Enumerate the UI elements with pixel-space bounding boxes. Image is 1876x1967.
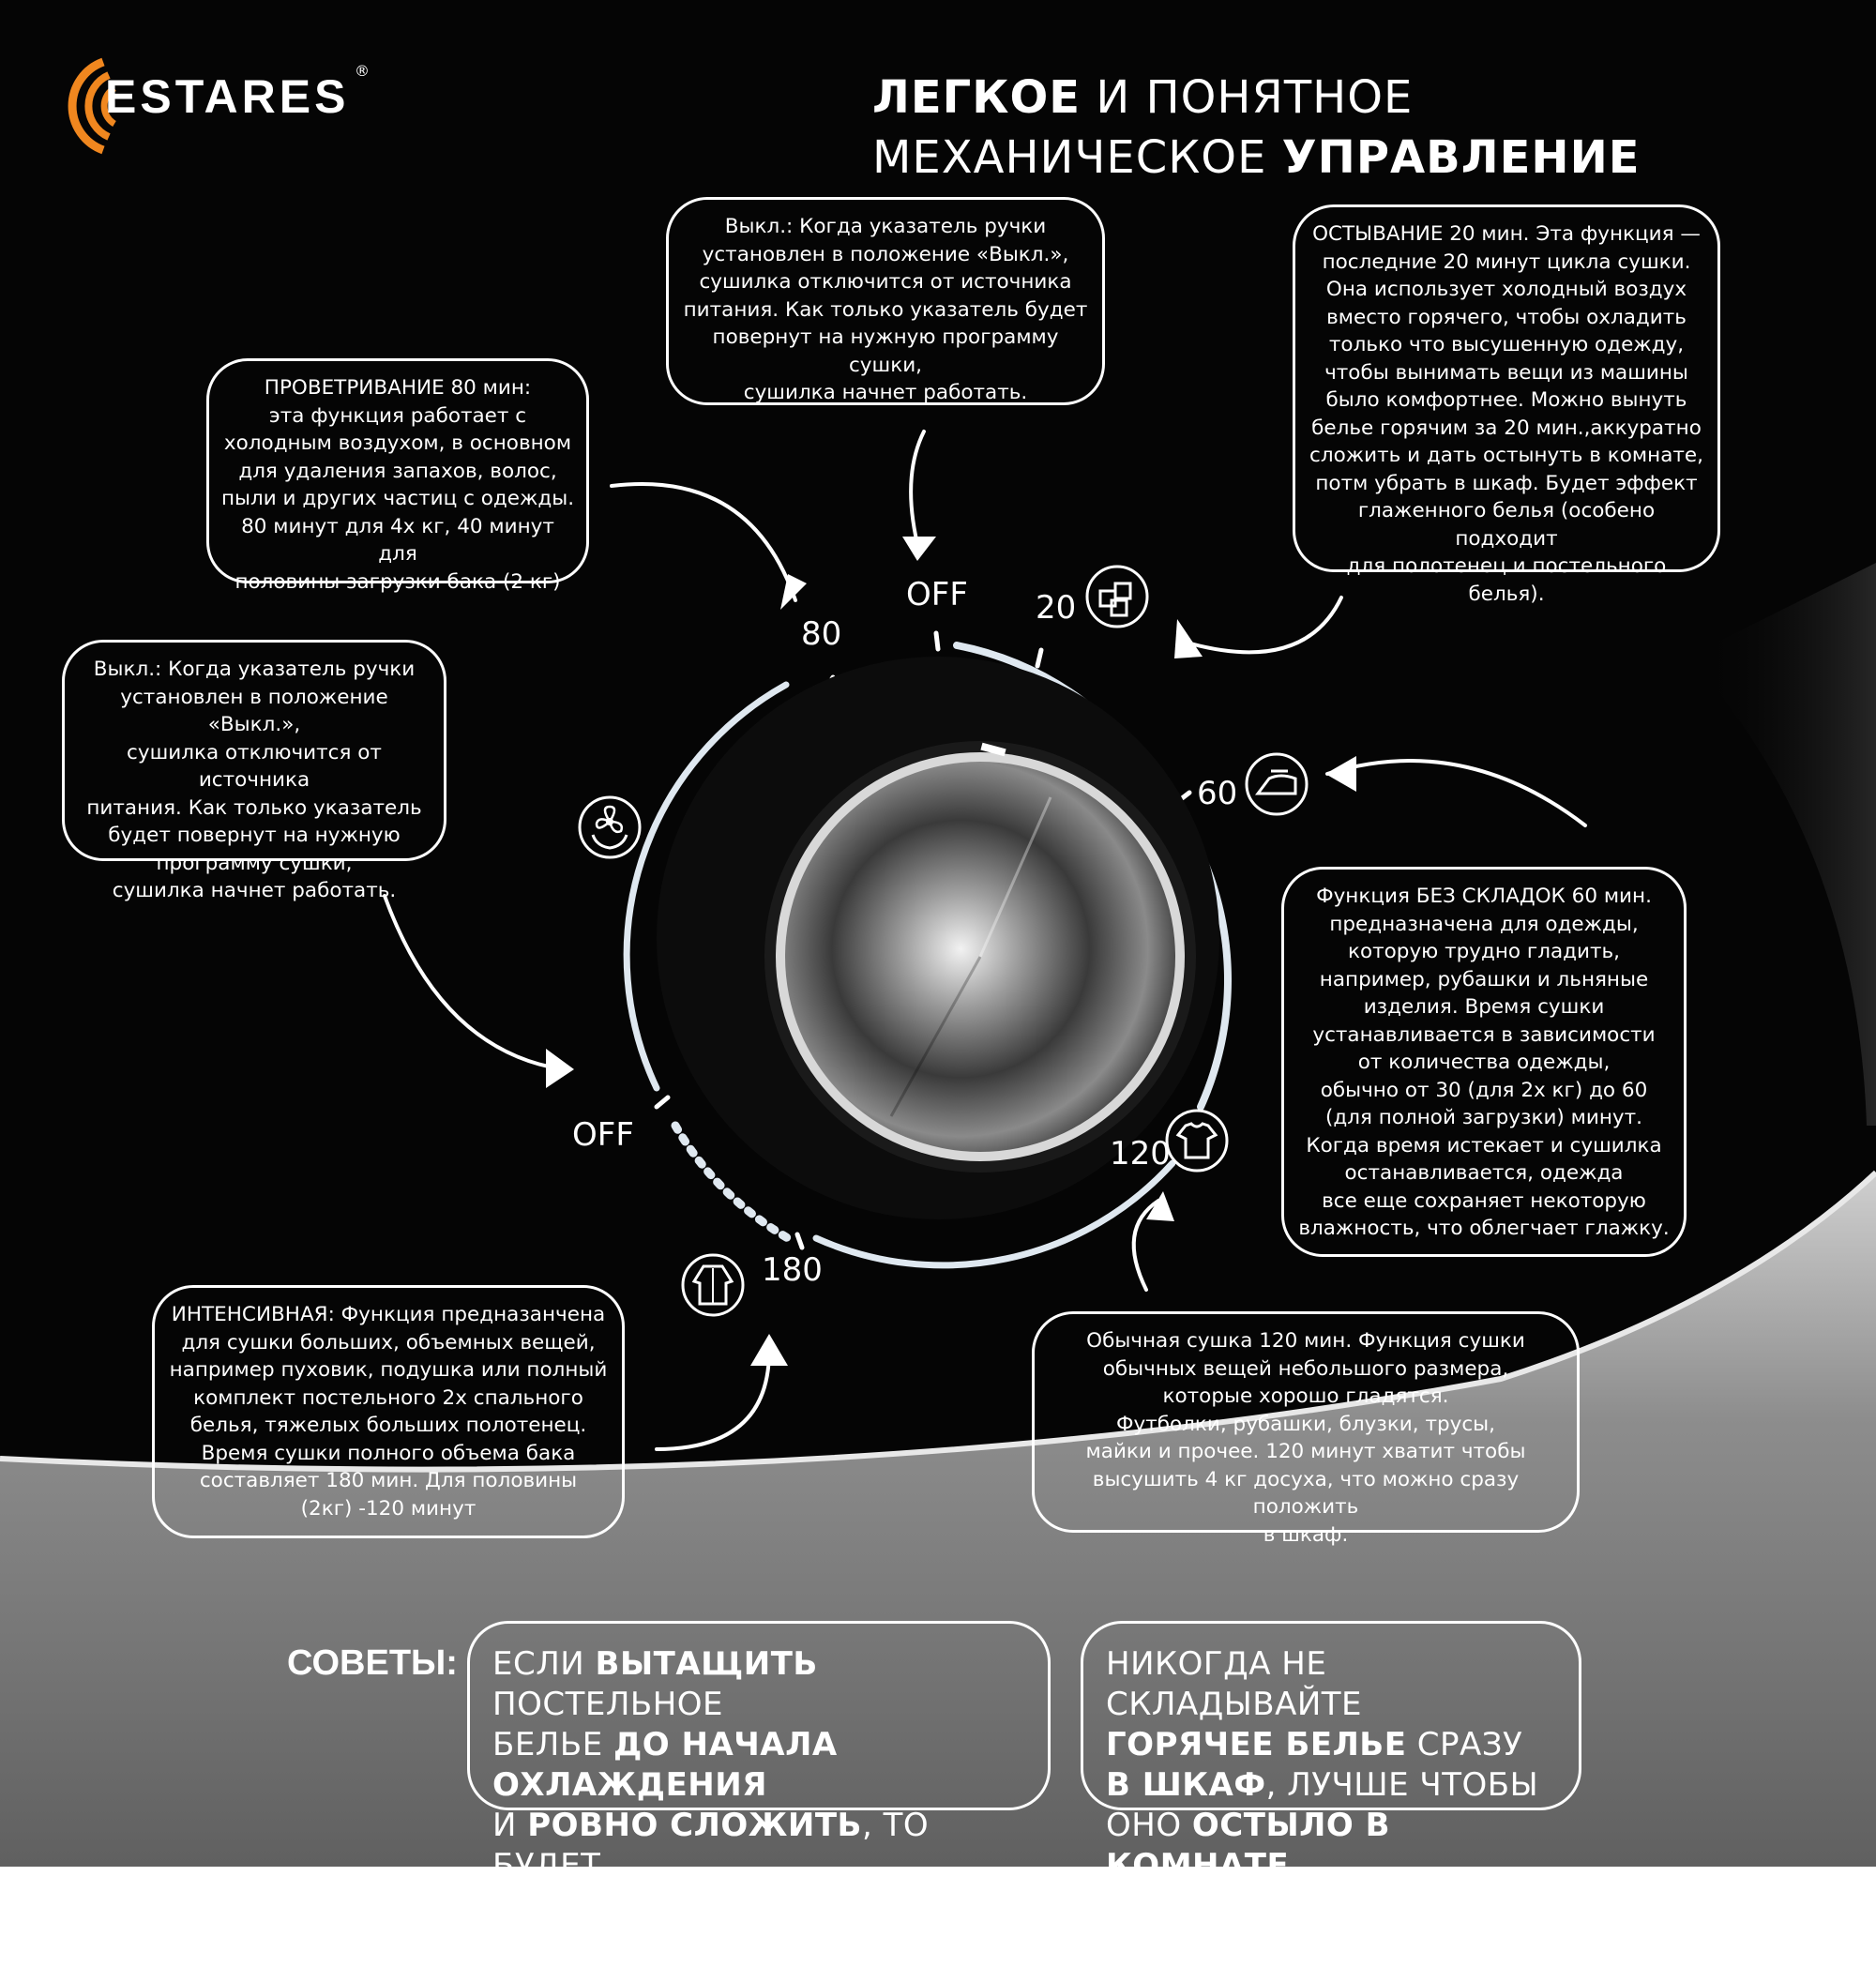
tip1-segment: РОВНО СЛОЖИТЬ — [527, 1807, 862, 1844]
dial-label-80: 80 — [801, 615, 842, 653]
dial-label-60: 60 — [1197, 775, 1238, 812]
coat-icon — [679, 1251, 747, 1319]
tip1-segment: ГЛАЖЕННОГО — [644, 1887, 911, 1925]
dial-label-180: 180 — [762, 1251, 823, 1289]
tip1-segment: И — [492, 1807, 528, 1844]
dial-label-off-top: OFF — [906, 576, 968, 613]
bubble-cooling-20: ОСТЫВАНИЕ 20 мин. Эта функция — последние 20 минут цикла сушки. Она использует холодный воздух вместо горячего, чтобы охладить только что высушенную одежду, чтобы вынимать вещи из машины было комфортнее. Можно вынуть белье горячим за 20 мин.,аккуратно сложить и дать остынуть в комнате, потм убрать в шкаф. Будет эффект глаженного белья (особено подходит для полотенец и постельного белья). — [1293, 204, 1720, 572]
tip2-segment: ГОРЯЧЕЕ БЕЛЬЕ — [1106, 1726, 1407, 1763]
tshirt-icon — [1163, 1107, 1231, 1174]
bubble-no-wrinkle-60: Функция БЕЗ СКЛАДОК 60 мин. предназначена для одежды, которую трудно гладить, например, рубашки и льняные изделия. Время сушки устанавливается в зависимости от количества одежды, обычно от 30 (для 2х кг) до 60 (для полной загрузки) минут. Когда время истекает и сушилка останавливается, одежда все еще сохраняет некоторую влажность, что облегчает глажку. — [1281, 867, 1687, 1257]
tip1-segment: ВЫТАЩИТЬ — [595, 1645, 818, 1683]
tip1-segment: ДО НАЧАЛА ОХЛАЖДЕНИЯ — [492, 1726, 838, 1804]
title-line-1 — [872, 68, 1848, 128]
ice-cubes-icon — [1083, 563, 1151, 630]
tip2-segment: В ШКАФ — [1106, 1766, 1266, 1804]
tip1-segment: , ТО БУДЕТ — [492, 1807, 930, 1884]
bubble-airing-80: ПРОВЕТРИВАНИЕ 80 мин: эта функция работает с холодным воздухом, в основном для удаления запахов, волос, пыли и других частиц с одежды. 80 минут для 4х кг, 40 минут для половины загрузки бака (2 кг) — [206, 358, 589, 583]
tip1-segment: ПОСТЕЛЬНОЕ — [492, 1686, 724, 1723]
title-rest-2: МЕХАНИЧЕСКОЕ — [872, 131, 1282, 184]
dial-label-off-left: OFF — [572, 1116, 634, 1154]
tip1-segment: БЕЛЬЕ — [492, 1726, 613, 1763]
page-title — [872, 68, 1848, 188]
tip1-segment: ЕСЛИ — [492, 1645, 596, 1683]
brand-logo — [47, 54, 385, 158]
dial-label-120: 120 — [1110, 1135, 1171, 1173]
brand-name: ESTARES — [105, 70, 350, 123]
tip-box-1 — [467, 1621, 1051, 1965]
title-bold-2: УПРАВЛЕНИЕ — [1281, 131, 1641, 184]
registered-mark: ® — [355, 62, 370, 80]
bubble-intensive-180: ИНТЕНСИВНАЯ: Функция предназанчена для сушки больших, объемных вещей, например пуховик, подушка или полный комплект постельного 2х спального белья, тяжелых больших полотенец. Время сушки полного объема бака составляет 180 мин. Для половины (2кг) -120 минут — [152, 1285, 625, 1538]
title-line-2 — [872, 128, 1848, 188]
tip2-segment: ОНО — [1106, 1807, 1192, 1844]
tip1-segment: БЕЛЬЯ — [492, 1928, 605, 1965]
iron-icon — [1243, 750, 1310, 818]
tip-box-2 — [1081, 1621, 1581, 1884]
tip2-segment: НИКОГДА НЕ СКЛАДЫВАЙТЕ — [1106, 1645, 1363, 1723]
bubble-off-left: Выкл.: Когда указатель ручки установлен в положение «Выкл.», сушилка отключится от источника питания. Как только указатель будет повернут на нужную программу сушки, сушилка начнет работать. — [62, 640, 446, 861]
dial-label-20: 20 — [1036, 589, 1077, 627]
bubble-off-top: Выкл.: Когда указатель ручки установлен в положение «Выкл.», сушилка отключится от источника питания. Как только указатель будет повернут на нужную программу сушки, сушилка начнет работать. — [666, 197, 1105, 405]
tip2-segment: , ЛУЧШЕ ЧТОБЫ — [1265, 1766, 1539, 1804]
fan-hands-icon — [576, 794, 643, 861]
tip2-segment: ОСТЫЛО В КОМНАТЕ — [1106, 1807, 1391, 1884]
title-bold-1: ЛЕГКОЕ — [872, 71, 1082, 124]
tip2-segment: СРАЗУ — [1406, 1726, 1523, 1763]
bubble-normal-120: Обычная сушка 120 мин. Функция сушки обычных вещей небольшого размера, которые хорошо гладятся. Футболки, рубашки, блузки, трусы, майки и прочее. 120 минут хватит чтобы высушить 4 кг досуха, что можно сразу положить шкаф. — [1032, 1311, 1580, 1533]
tip1-segment: ЭФФЕКТ — [492, 1887, 645, 1925]
tips-label: СОВЕТЫ: — [287, 1643, 458, 1683]
title-rest-1: И ПОНЯТНОЕ — [1081, 71, 1414, 124]
